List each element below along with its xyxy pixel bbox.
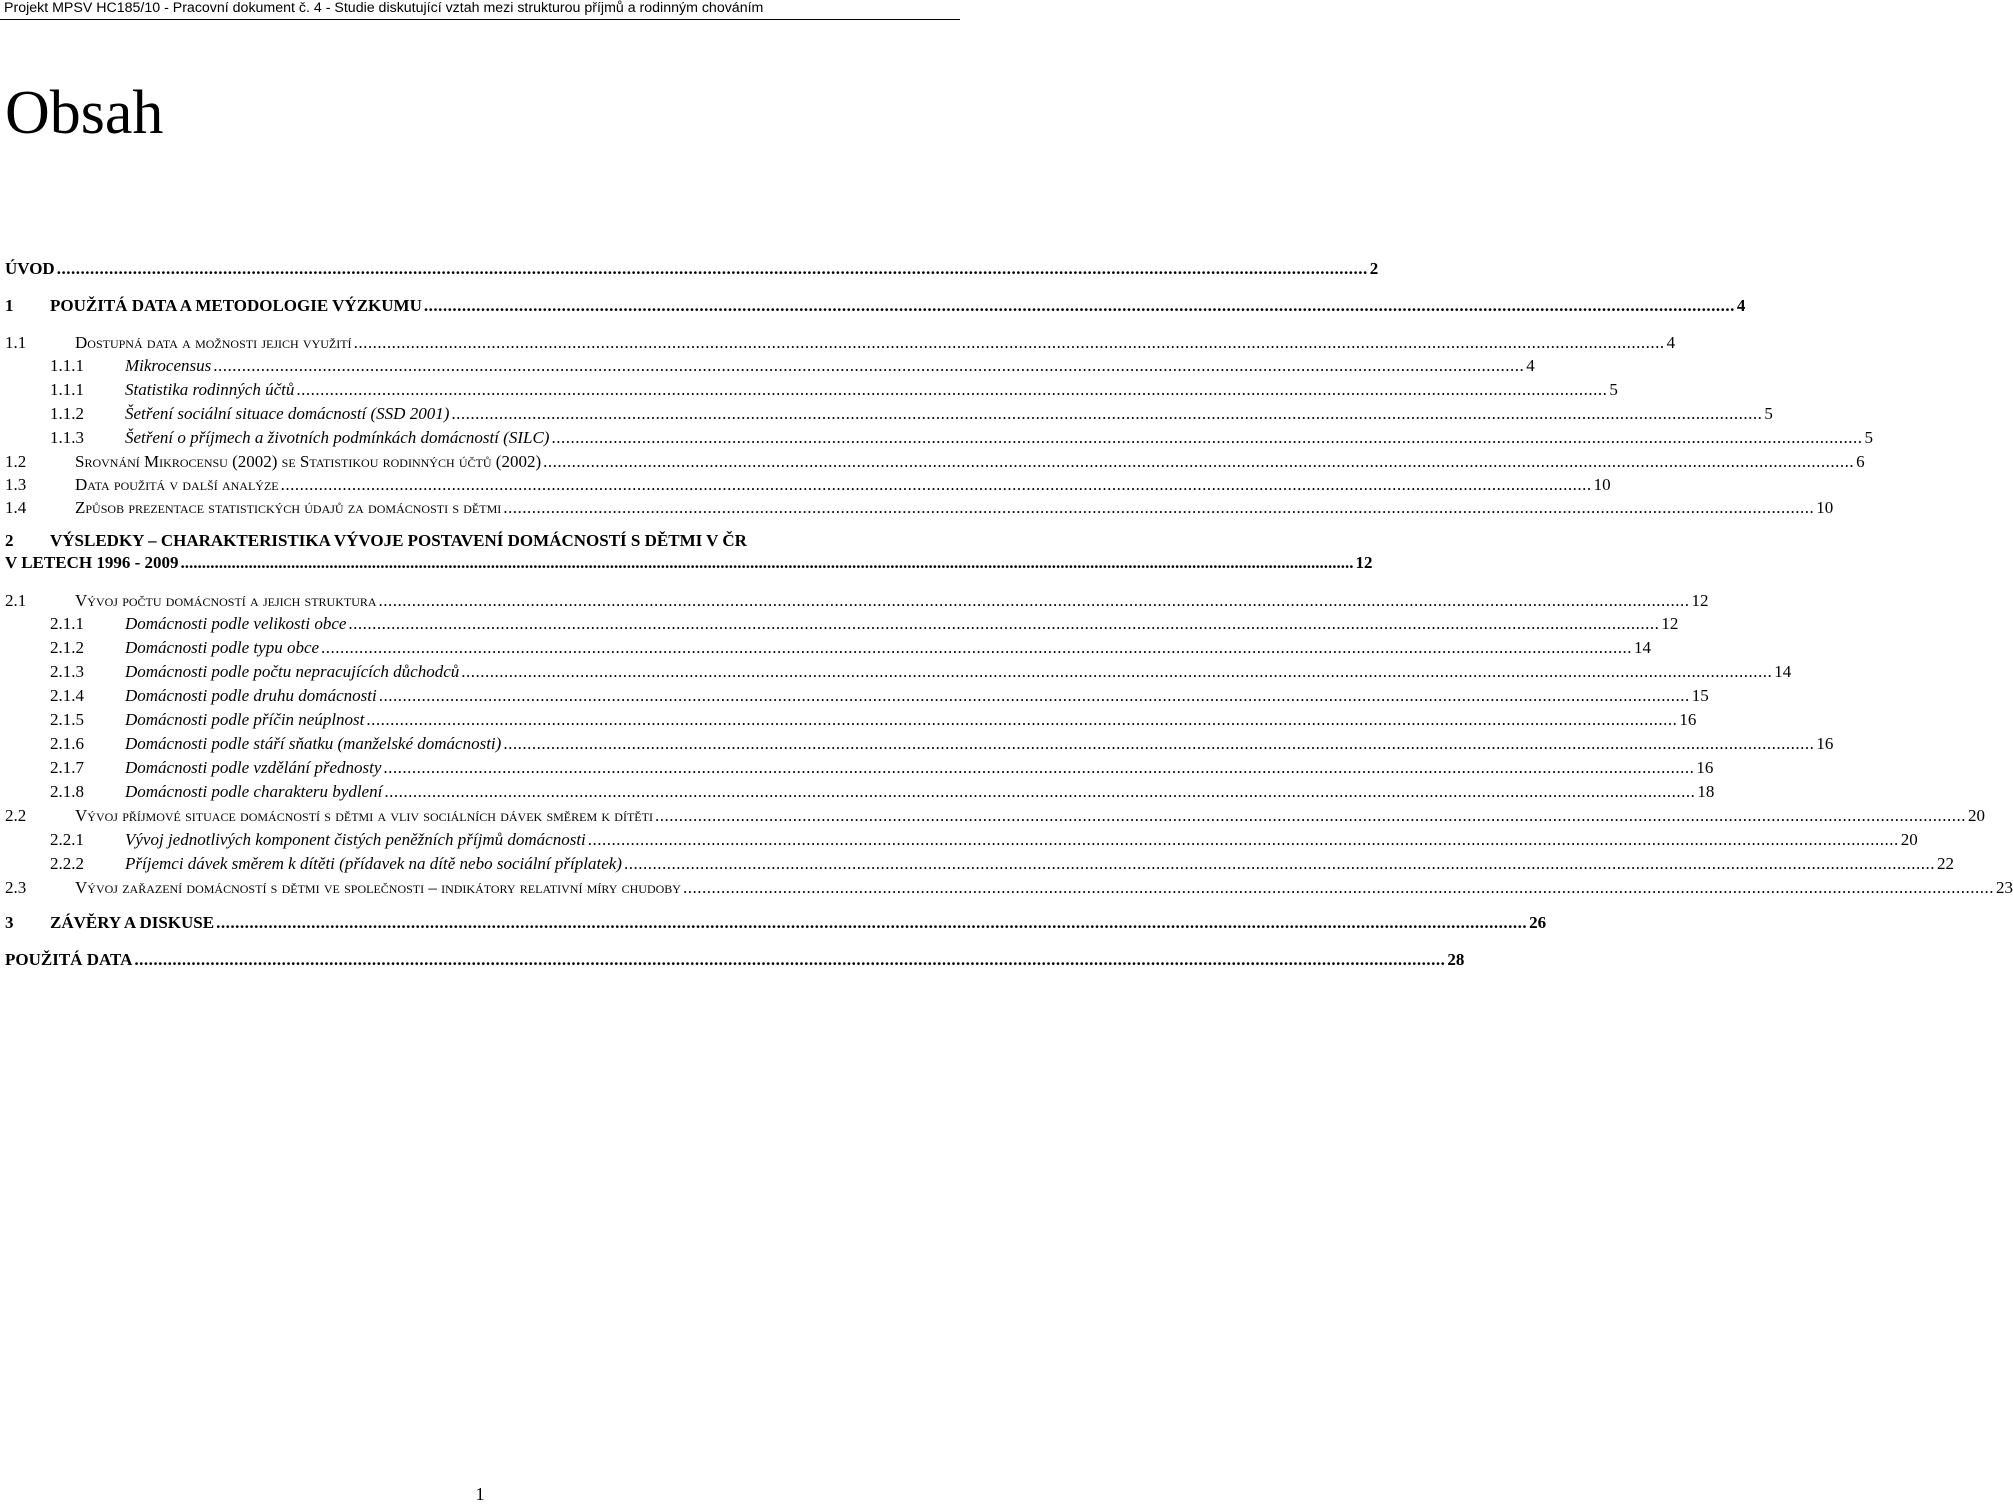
toc-leader-dots [216, 912, 1527, 934]
toc-leader-dots [321, 637, 1632, 659]
toc-page-number: 18 [1697, 782, 1715, 801]
toc-leader-dots [213, 355, 1524, 377]
toc-entry-number: 1.1.1 [50, 356, 84, 375]
toc-entry-title: POUŽITÁ DATA [5, 950, 133, 969]
toc-entry-1-1-3[interactable] [50, 427, 1873, 449]
toc-leader-dots [503, 733, 1814, 755]
toc-leader-dots [181, 552, 1354, 574]
toc-entry-1-4[interactable] [5, 497, 1834, 519]
toc-entry-number: 2 [5, 531, 14, 550]
toc-page-number: 14 [1774, 662, 1792, 681]
toc-entry-number: 2.1.2 [50, 638, 84, 657]
toc-leader-dots [655, 805, 1966, 827]
toc-page-number: 16 [1679, 710, 1697, 729]
toc-leader-dots [57, 258, 1368, 280]
toc-leader-dots [543, 451, 1854, 473]
toc-entry-1-2[interactable] [5, 451, 1865, 473]
toc-entry-title: Statistika rodinných účtů [125, 380, 295, 399]
toc-page-number: 10 [1816, 498, 1834, 517]
toc-page-number: 10 [1593, 475, 1611, 494]
toc-leader-dots [383, 757, 1694, 779]
toc-entry-chapter-2[interactable] [5, 530, 1373, 574]
toc-page-number: 16 [1816, 734, 1834, 753]
toc-entry-title: Šetření o příjmech a životních podmínkách domácností (SILC) [125, 428, 550, 447]
page-title: Obsah [5, 79, 164, 147]
toc-page-number: 4 [1526, 356, 1535, 375]
toc-page-number: 20 [1900, 830, 1918, 849]
toc-entry-title: Srovnání Mikrocensu (2002) se Statistikou rodinných účtů (2002) [75, 452, 542, 471]
toc-entry-title: Mikrocensus [125, 356, 212, 375]
toc-entry-1-1[interactable] [5, 332, 1676, 354]
toc-page-number: 16 [1696, 758, 1714, 777]
toc-page-number: 14 [1634, 638, 1652, 657]
toc-page-number: 4 [1736, 296, 1746, 315]
toc-entry-title: Domácnosti podle charakteru bydlení [125, 782, 383, 801]
toc-entry-number: 2.1 [5, 591, 27, 610]
toc-page-number: 6 [1856, 452, 1865, 471]
toc-entry-number: 2.2.1 [50, 830, 84, 849]
toc-entry-number: 2.1.6 [50, 734, 84, 753]
toc-leader-dots [366, 709, 1677, 731]
toc-entry-number: 1.1.1 [50, 380, 84, 399]
toc-entry-2-2[interactable] [5, 805, 1985, 827]
toc-entry-number: 1.1 [5, 333, 27, 352]
toc-leader-dots [551, 427, 1862, 449]
toc-entry-title: Příjemci dávek směrem k dítěti (přídavek na dítě nebo sociální příplatek) [125, 854, 622, 873]
toc-entry-title: Vývoj jednotlivých komponent čistých peněžních příjmů domácnosti [125, 830, 586, 849]
toc-leader-dots [134, 949, 1445, 971]
toc-page-number: 5 [1864, 428, 1873, 447]
toc-page-number: 20 [1967, 806, 1985, 825]
toc-leader-dots [588, 829, 1899, 851]
toc-page-number: 5 [1609, 380, 1618, 399]
toc-entry-number: 2.2 [5, 806, 27, 825]
toc-entry-2-1-8[interactable] [50, 781, 1715, 803]
toc-entry-1-1-1-statistika[interactable] [50, 379, 1618, 401]
toc-leader-dots [624, 853, 1935, 875]
toc-entry-2-1-3[interactable] [50, 661, 1792, 683]
toc-page-number: 2 [1369, 259, 1379, 278]
toc-entry-pouzita-data[interactable] [5, 949, 1465, 971]
toc-entry-title: Domácnosti podle vzdělání přednosty [125, 758, 382, 777]
toc-leader-dots [461, 661, 1772, 683]
toc-entry-number: 1.4 [5, 498, 27, 517]
toc-page-number: 15 [1691, 686, 1709, 705]
toc-entry-title: Domácnosti podle druhu domácnosti [125, 686, 377, 705]
toc-page-number: 26 [1529, 913, 1547, 932]
toc-entry-title: Domácnosti podle počtu nepracujících důchodců [125, 662, 460, 681]
toc-page-number: 23 [1995, 878, 2013, 897]
toc-page-number: 4 [1666, 333, 1676, 352]
toc-entry-2-1-1[interactable] [50, 613, 1679, 635]
toc-entry-number: 2.1.3 [50, 662, 84, 681]
toc-entry-2-1-4[interactable] [50, 685, 1709, 707]
toc-entry-number: 2.2.2 [50, 854, 84, 873]
toc-entry-title: POUŽITÁ DATA A METODOLOGIE VÝZKUMU [50, 296, 422, 315]
toc-entry-number: 2.3 [5, 878, 27, 897]
toc-entry-title: Data použitá v další analýze [75, 475, 279, 494]
toc-entry-number: 1.3 [5, 475, 27, 494]
toc-entry-number: 2.1.7 [50, 758, 84, 777]
toc-entry-title: Domácnosti podle stáří sňatku (manželské domácnosti) [125, 734, 502, 753]
toc-leader-dots [379, 685, 1690, 707]
toc-leader-dots [384, 781, 1695, 803]
toc-page-number: 28 [1447, 950, 1465, 969]
toc-entry-2-1-5[interactable] [50, 709, 1697, 731]
toc-page-number: 12 [1355, 553, 1373, 572]
toc-leader-dots [503, 497, 1814, 519]
toc-entry-2-2-1[interactable] [50, 829, 1918, 851]
toc-entry-1-1-1-mikrocensus[interactable] [50, 355, 1535, 377]
toc-leader-dots [379, 590, 1690, 612]
toc-entry-title: Vývoj zařazení domácností s dětmi ve společnosti – indikátory relativní míry chudoby [75, 878, 681, 897]
toc-leader-dots [683, 877, 1994, 899]
toc-entry-2-1-6[interactable] [50, 733, 1834, 755]
toc-leader-dots [354, 332, 1665, 354]
toc-page-number: 12 [1661, 614, 1679, 633]
toc-entry-title-continued: V LETECH 1996 - 2009 [5, 553, 179, 572]
toc-entry-number: 1.1.2 [50, 404, 84, 423]
toc-page-number: 12 [1691, 591, 1709, 610]
toc-leader-dots [281, 474, 1592, 496]
toc-entry-2-2-2[interactable] [50, 853, 1954, 875]
toc-entry-title: VÝSLEDKY – CHARAKTERISTIKA VÝVOJE POSTAVENÍ DOMÁCNOSTÍ S DĚTMI V ČR [50, 531, 747, 550]
toc-page-number: 5 [1764, 404, 1773, 423]
toc-entry-title: Dostupná data a možnosti jejich využití [75, 333, 352, 352]
toc-entry-number: 2.1.5 [50, 710, 84, 729]
toc-entry-number: 1.2 [5, 452, 27, 471]
toc-entry-2-3[interactable] [5, 877, 2013, 899]
toc-entry-title: ZÁVĚRY A DISKUSE [50, 913, 215, 932]
toc-leader-dots [296, 379, 1607, 401]
toc-entry-title: Vývoj počtu domácností a jejich struktura [75, 591, 377, 610]
toc-entry-number: 2.1.4 [50, 686, 84, 705]
toc-leader-dots [451, 403, 1762, 425]
toc-entry-1-1-2[interactable] [50, 403, 1773, 425]
page-number: 1 [475, 1484, 485, 1504]
toc-entry-title: Šetření sociální situace domácností (SSD 2001) [125, 404, 450, 423]
toc-entry-number: 1 [5, 296, 14, 315]
toc-entry-title: Vývoj příjmové situace domácností s dětmi a vliv sociálních dávek směrem k dítěti [75, 806, 653, 825]
toc-entry-number: 2.1.8 [50, 782, 84, 801]
toc-leader-dots [348, 613, 1659, 635]
toc-entry-2-1-2[interactable] [50, 637, 1652, 659]
toc-leader-dots [424, 295, 1735, 317]
toc-entry-title: Způsob prezentace statistických údajů za domácnosti s dětmi [75, 498, 502, 517]
toc-entry-uvod[interactable] [5, 258, 1379, 280]
running-header: Projekt MPSV HC185/10 - Pracovní dokument č. 4 - Studie diskutující vztah mezi strukturou příjmů a rodinným chováním [0, 0, 960, 20]
toc-entry-1-3[interactable] [5, 474, 1611, 496]
toc-entry-chapter-1[interactable] [5, 295, 1746, 317]
toc-page-number: 22 [1936, 854, 1954, 873]
toc-entry-chapter-3[interactable] [5, 912, 1547, 934]
toc-entry-number: 3 [5, 913, 14, 932]
toc-entry-title: Domácnosti podle velikosti obce [125, 614, 347, 633]
toc-entry-title: ÚVOD [5, 259, 55, 278]
toc-entry-title: Domácnosti podle typu obce [125, 638, 320, 657]
toc-entry-title: Domácnosti podle příčin neúplnost [125, 710, 365, 729]
toc-entry-2-1-7[interactable] [50, 757, 1714, 779]
toc-entry-2-1[interactable] [5, 590, 1709, 612]
toc-entry-number: 1.1.3 [50, 428, 84, 447]
toc-entry-number: 2.1.1 [50, 614, 84, 633]
